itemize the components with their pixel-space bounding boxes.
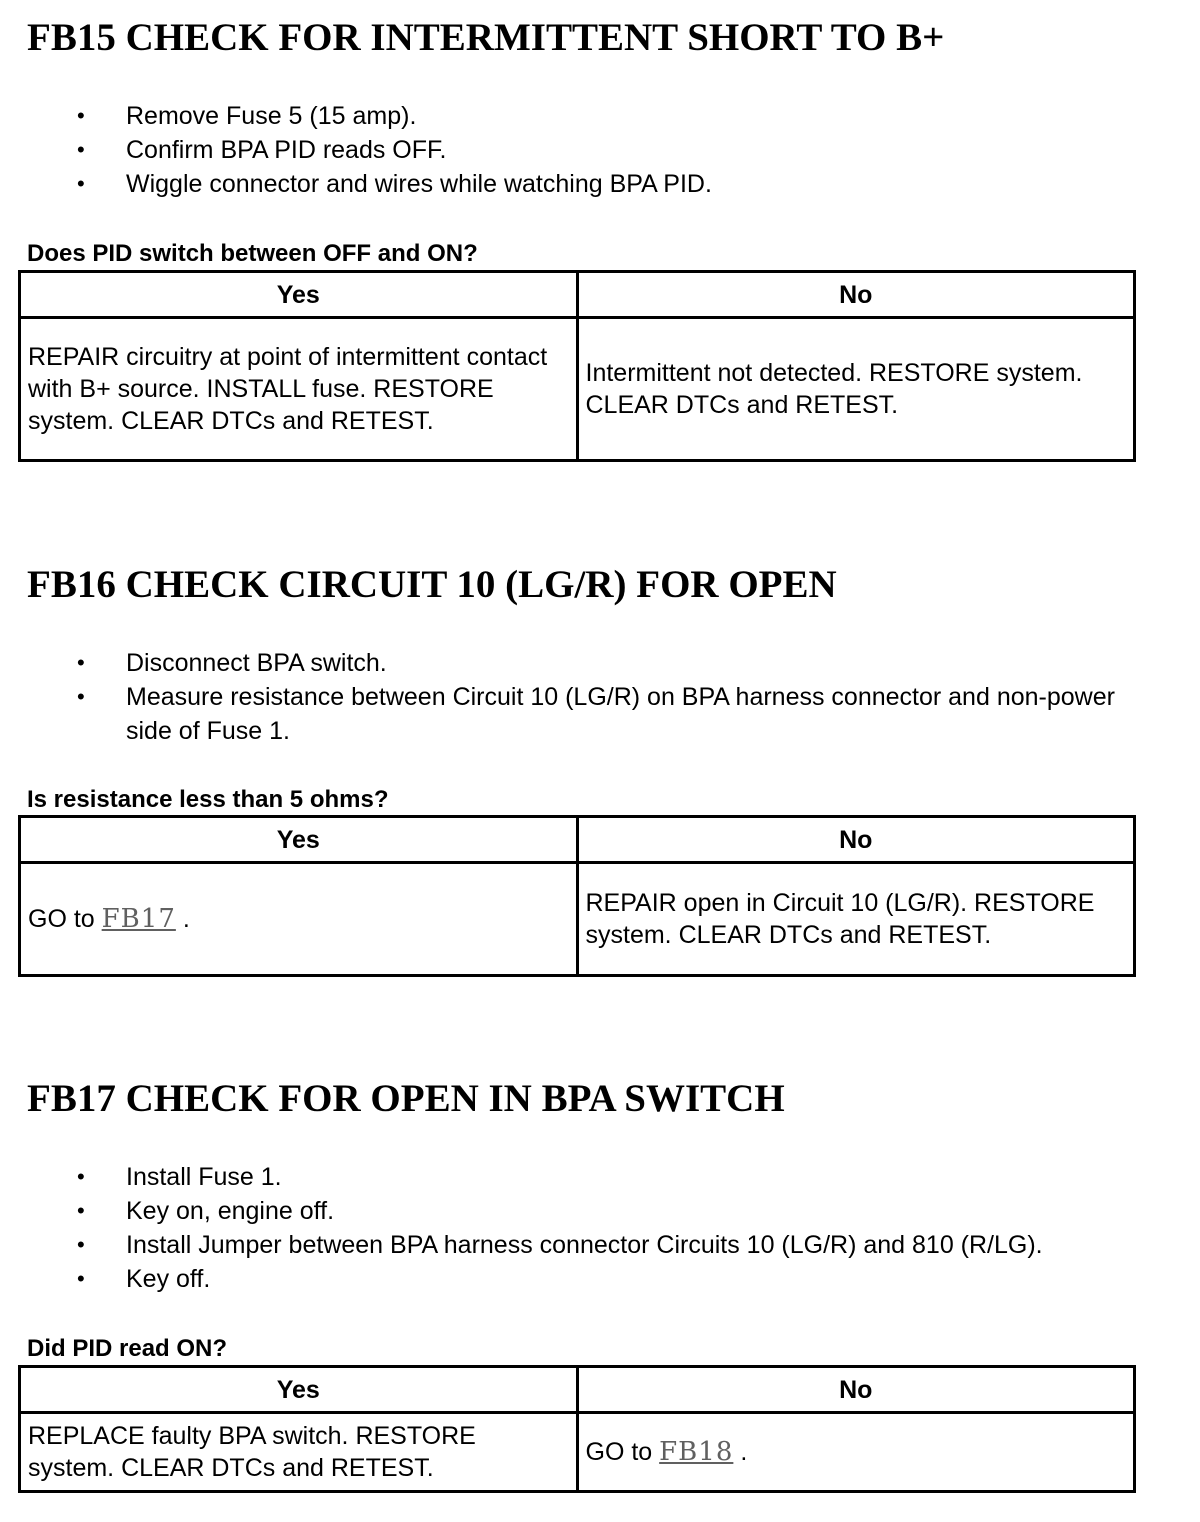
yes-cell (20, 863, 578, 976)
section-title: FB15 CHECK FOR INTERMITTENT SHORT TO B+ (27, 16, 945, 59)
step-item: • Wiggle connector and wires while watching BPA PID. (0, 167, 1166, 201)
step-list (0, 646, 1166, 748)
step-item: • Key on, engine off. (0, 1194, 1166, 1228)
no-suffix: . (733, 1438, 748, 1466)
yes-suffix: . (175, 905, 190, 933)
answer-table (18, 270, 1136, 462)
yes-header: Yes (20, 817, 578, 863)
answer-table (18, 815, 1136, 977)
step-item: • Key off. (0, 1262, 1166, 1296)
step-item: • Remove Fuse 5 (15 amp). (0, 99, 1166, 133)
table-header-row (20, 272, 1135, 318)
no-cell (577, 1413, 1135, 1492)
table-row (20, 863, 1135, 976)
yes-header: Yes (20, 272, 578, 318)
step-list (0, 99, 1166, 201)
step-item: • Disconnect BPA switch. (0, 646, 1166, 680)
yes-cell: REPAIR circuitry at point of intermittent contact with B+ source. INSTALL fuse. RESTORE system. CLEAR DTCs and RETEST. (20, 318, 578, 461)
yes-prefix: GO to (28, 905, 102, 933)
fb17-link[interactable]: FB17 (101, 904, 176, 934)
table-row (20, 1413, 1135, 1492)
step-item: • Confirm BPA PID reads OFF. (0, 133, 1166, 167)
no-cell: Intermittent not detected. RESTORE system. CLEAR DTCs and RETEST. (577, 318, 1135, 461)
no-cell: REPAIR open in Circuit 10 (LG/R). RESTORE system. CLEAR DTCs and RETEST. (577, 863, 1135, 976)
step-item: • Install Fuse 1. (0, 1160, 1166, 1194)
yes-cell: REPLACE faulty BPA switch. RESTORE system. CLEAR DTCs and RETEST. (20, 1413, 578, 1492)
table-header-row (20, 817, 1135, 863)
question-text: Is resistance less than 5 ohms? (27, 786, 389, 813)
step-list (0, 1160, 1166, 1296)
table-row (20, 318, 1135, 461)
table-header-row (20, 1367, 1135, 1413)
question-text: Does PID switch between OFF and ON? (27, 240, 478, 267)
no-header: No (577, 272, 1135, 318)
section-title: FB17 CHECK FOR OPEN IN BPA SWITCH (27, 1077, 785, 1120)
yes-header: Yes (20, 1367, 578, 1413)
no-header: No (577, 817, 1135, 863)
no-header: No (577, 1367, 1135, 1413)
answer-table (18, 1365, 1136, 1493)
no-prefix: GO to (585, 1438, 660, 1466)
step-item: • Install Jumper between BPA harness connector Circuits 10 (LG/R) and 810 (R/LG). (0, 1228, 1166, 1262)
section-title: FB16 CHECK CIRCUIT 10 (LG/R) FOR OPEN (27, 563, 837, 606)
step-item: • Measure resistance between Circuit 10 (LG/R) on BPA harness connector and non-power side of Fuse 1. (0, 680, 1166, 748)
question-text: Did PID read ON? (27, 1335, 228, 1362)
fb18-link[interactable]: FB18 (659, 1437, 734, 1467)
